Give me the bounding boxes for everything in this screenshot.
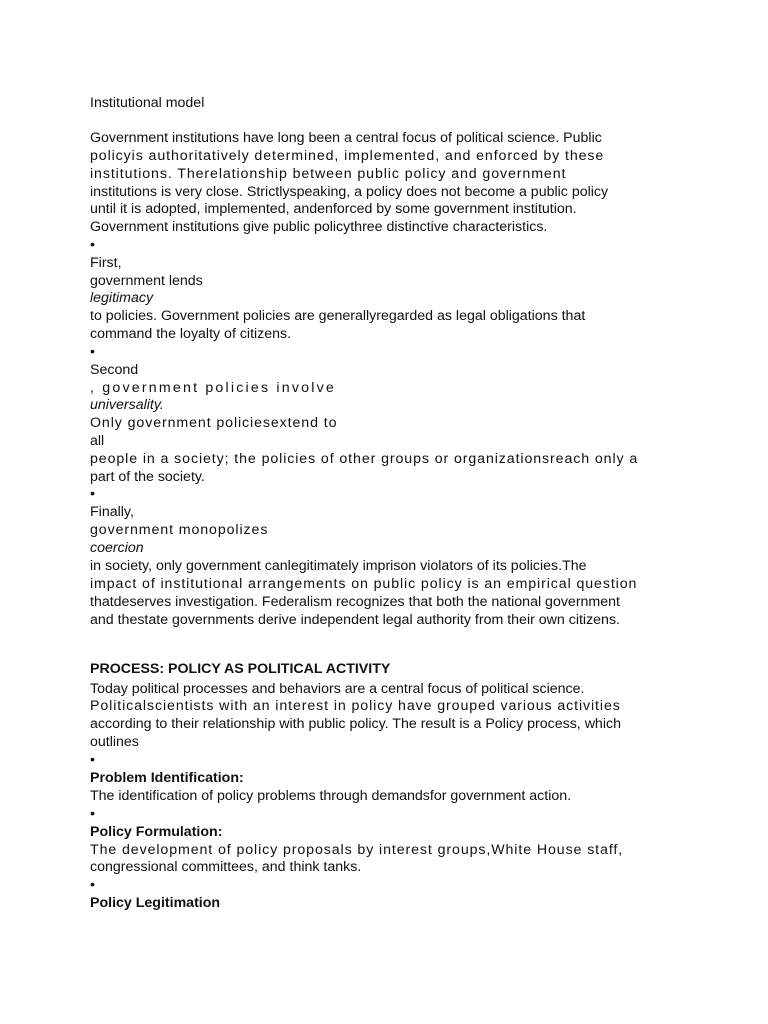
bullet: • [90,752,95,768]
step-description: congressional committees, and think tanks. [90,859,362,875]
step-description: The identification of policy problems through demandsfor government action. [90,788,572,804]
emphasized-term: coercion [90,540,144,556]
bullet: • [90,877,95,893]
emphasized-term: universality. [90,397,164,413]
paragraph-line: in society, only government canlegitimately imprison violators of its policies.The [90,558,587,574]
paragraph-line: impact of institutional arrangements on public policy is an empirical question [90,576,638,592]
paragraph-line: to policies. Government policies are generallyregarded as legal obligations that [90,308,586,324]
list-text: government monopolizes [90,522,269,538]
section-heading: PROCESS: POLICY AS POLITICAL ACTIVITY [90,661,391,677]
paragraph-line: people in a society; the policies of other groups or organizationsreach only a [90,451,639,467]
paragraph-line: according to their relationship with public policy. The result is a Policy process, which [90,716,621,732]
list-label: Finally, [90,504,134,520]
list-label: First, [90,255,122,271]
paragraph-line: Politicalscientists with an interest in policy have grouped various activities [90,698,621,714]
paragraph-line: thatdeserves investigation. Federalism recognizes that both the national government [90,594,620,610]
paragraph-line: until it is adopted, implemented, andenforced by some government institution. [90,201,577,217]
step-label: Problem Identification: [90,770,244,786]
bullet: • [90,486,95,502]
step-description: The development of policy proposals by interest groups,White House staff, [90,842,624,858]
step-label: Policy Formulation: [90,824,223,840]
list-label: Second [90,362,139,378]
paragraph-line: outlines [90,734,139,750]
bullet: • [90,806,95,822]
paragraph-line: Government institutions have long been a central focus of political science. Public [90,130,602,146]
paragraph-line: Government institutions give public policythree distinctive characteristics. [90,219,548,235]
paragraph-line: part of the society. [90,469,205,485]
paragraph-line: institutions. Therelationship between public policy and government [90,166,567,182]
paragraph-line: Today political processes and behaviors are a central focus of political science. [90,681,585,697]
paragraph-line: and thestate governments derive independent legal authority from their own citizens. [90,612,620,628]
emphasized-word: all [90,433,105,449]
bullet: • [90,237,95,253]
paragraph-line: institutions is very close. Strictlyspeaking, a policy does not become a public policy [90,184,609,200]
paragraph-line: Only government policiesextend to [90,415,338,431]
list-text: , government policies involve [90,380,336,396]
emphasized-term: legitimacy [90,290,154,306]
step-label: Policy Legitimation [90,895,221,911]
paragraph-line: command the loyalty of citizens. [90,326,292,342]
section-title: Institutional model [90,95,205,111]
bullet: • [90,344,95,360]
list-text: government lends [90,273,203,289]
paragraph-line: policyis authoritatively determined, implemented, and enforced by these [90,148,605,164]
